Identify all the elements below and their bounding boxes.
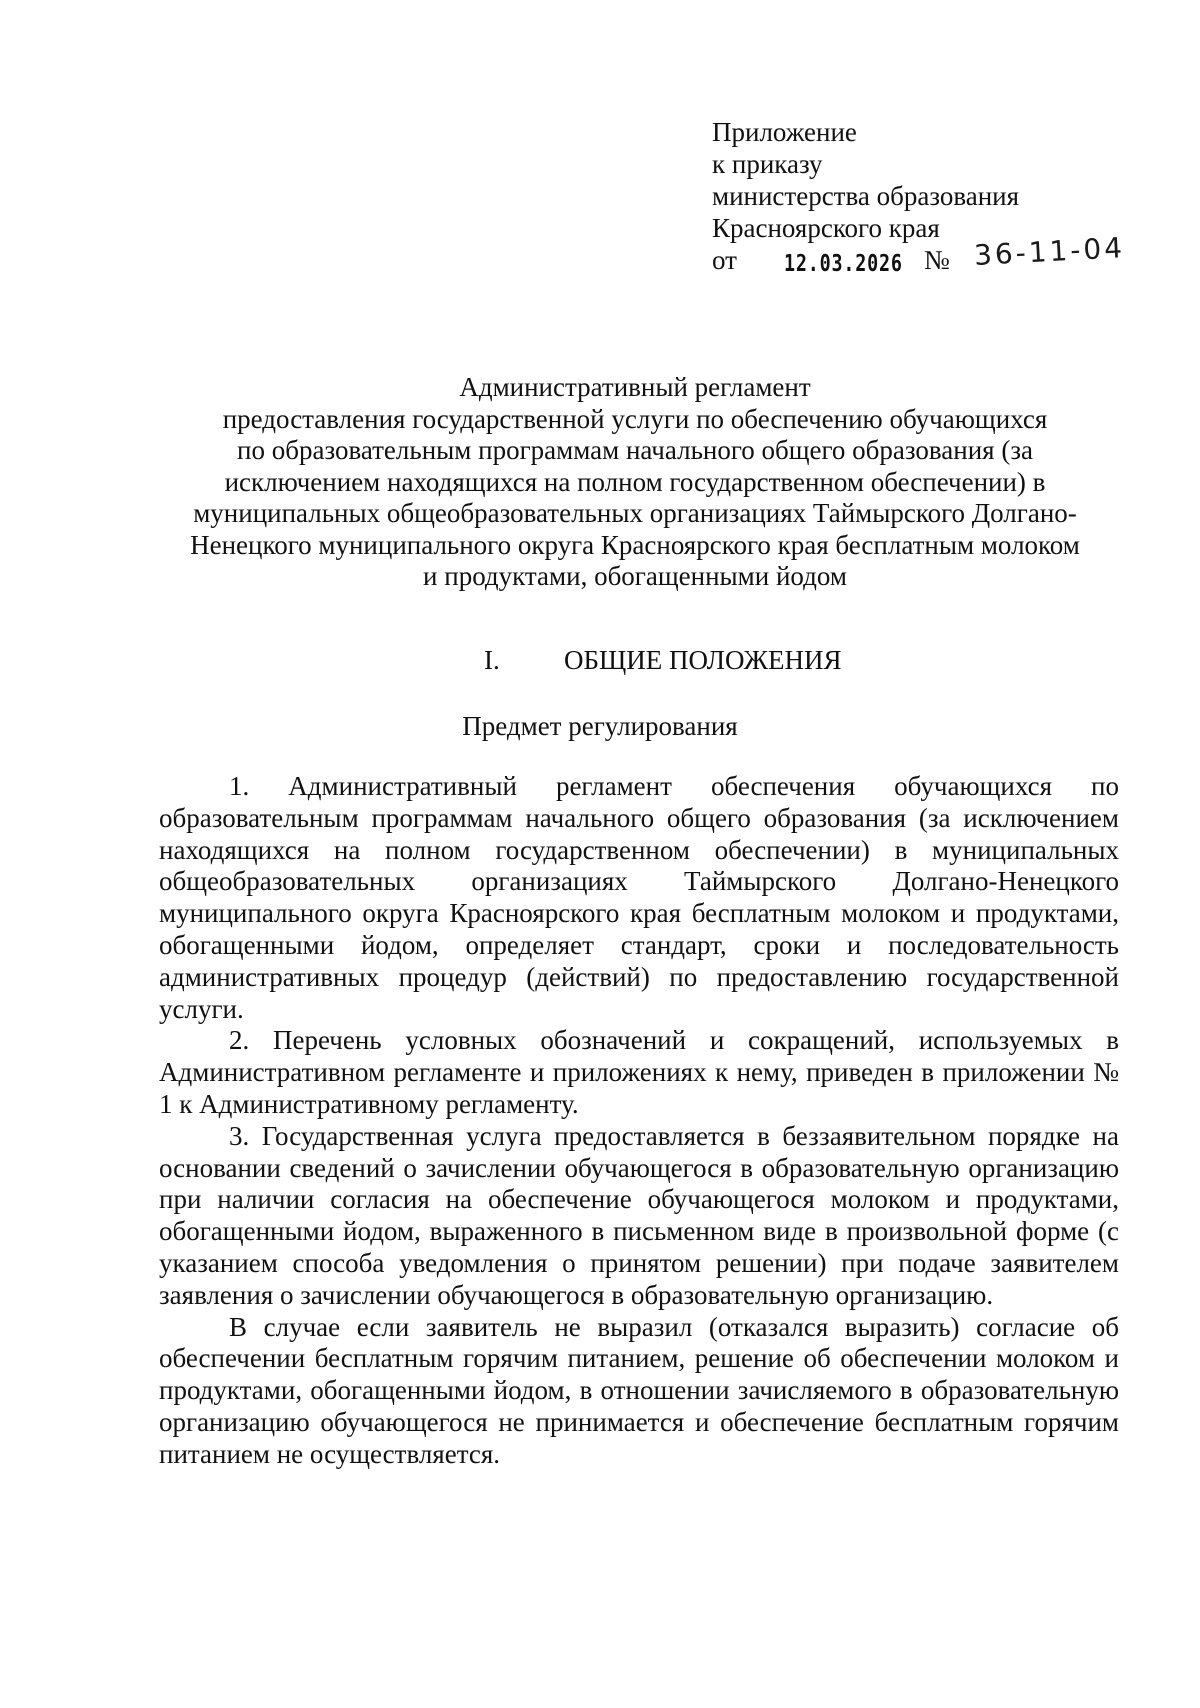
title-line: и продуктами, обогащенными йодом	[423, 561, 847, 591]
appendix-header	[712, 116, 1126, 278]
title-line: Административный регламент	[459, 372, 811, 402]
document-body	[159, 771, 1119, 1471]
title-line: Ненецкого муниципального округа Красноярского края бесплатным молоком	[190, 529, 1080, 560]
appendix-line: Приложение	[712, 117, 857, 147]
document-title	[150, 372, 1120, 593]
subsection-heading: Предмет регулирования	[462, 711, 738, 741]
appendix-line: Красноярского края	[712, 213, 940, 243]
title-line: предоставления государственной услуги по обеспечению обучающихся	[222, 403, 1048, 434]
section-title: ОБЩИЕ ПОЛОЖЕНИЯ	[564, 645, 842, 675]
section-heading	[484, 644, 841, 676]
paragraph: 3. Государственная услуга предоставляется в беззаявительном порядке на основании сведений о зачислении обучающегося в образовательную организацию при наличии согласия на обеспечение обучающегося молоком и продуктами, обогащенными йодом, выраженного в письменном виде в произвольной форме (с указанием способа уведомления о принятом решении) при подаче заявителем заявления о зачислении обучающегося в образовательную организацию.	[159, 1120, 1119, 1310]
section-number: I.	[484, 645, 500, 675]
paragraph: 1. Административный регламент обеспечения обучающихся по образовательным программам начального общего образования (за исключением находящихся на полном государственном обеспечении) в муниципальных общеобразовательных организациях Таймырского Долгано-Ненецкого муниципального округа Красноярского края бесплатным молоком и продуктами, обогащенными йодом, определяет стандарт, сроки и последовательность административных процедур (действий) по предоставлению государственной услуги.	[159, 771, 1119, 1024]
paragraph: В случае если заявитель не выразил (отказался выразить) согласие об обеспечении бесплатным горячим питанием, решение об обеспечении молоком и продуктами, обогащенными йодом, в отношении зачисляемого в образовательную организацию обучающегося не принимается и обеспечение бесплатным горячим питанием не осуществляется.	[159, 1311, 1119, 1469]
title-line: муниципальных общеобразовательных организациях Таймырского Долгано-	[193, 498, 1077, 528]
appendix-line: к приказу	[712, 149, 823, 179]
handwritten-order-number: 36-11-04	[973, 231, 1126, 272]
title-line: по образовательным программам начального общего образования (за	[237, 435, 1033, 465]
title-line: исключением находящихся на полном государственном обеспечении) в	[224, 466, 1046, 497]
appendix-line: министерства образования	[712, 181, 1020, 211]
date-stamp: 12.03.2026	[784, 251, 903, 277]
paragraph: 2. Перечень условных обозначений и сокращений, используемых в Административном регламенте и приложениях к нему, приведен в приложении № 1 к Административному регламенту.	[159, 1025, 1119, 1119]
date-label: от	[712, 245, 737, 275]
order-date-number-line	[712, 231, 1126, 278]
number-sign: №	[924, 245, 950, 275]
